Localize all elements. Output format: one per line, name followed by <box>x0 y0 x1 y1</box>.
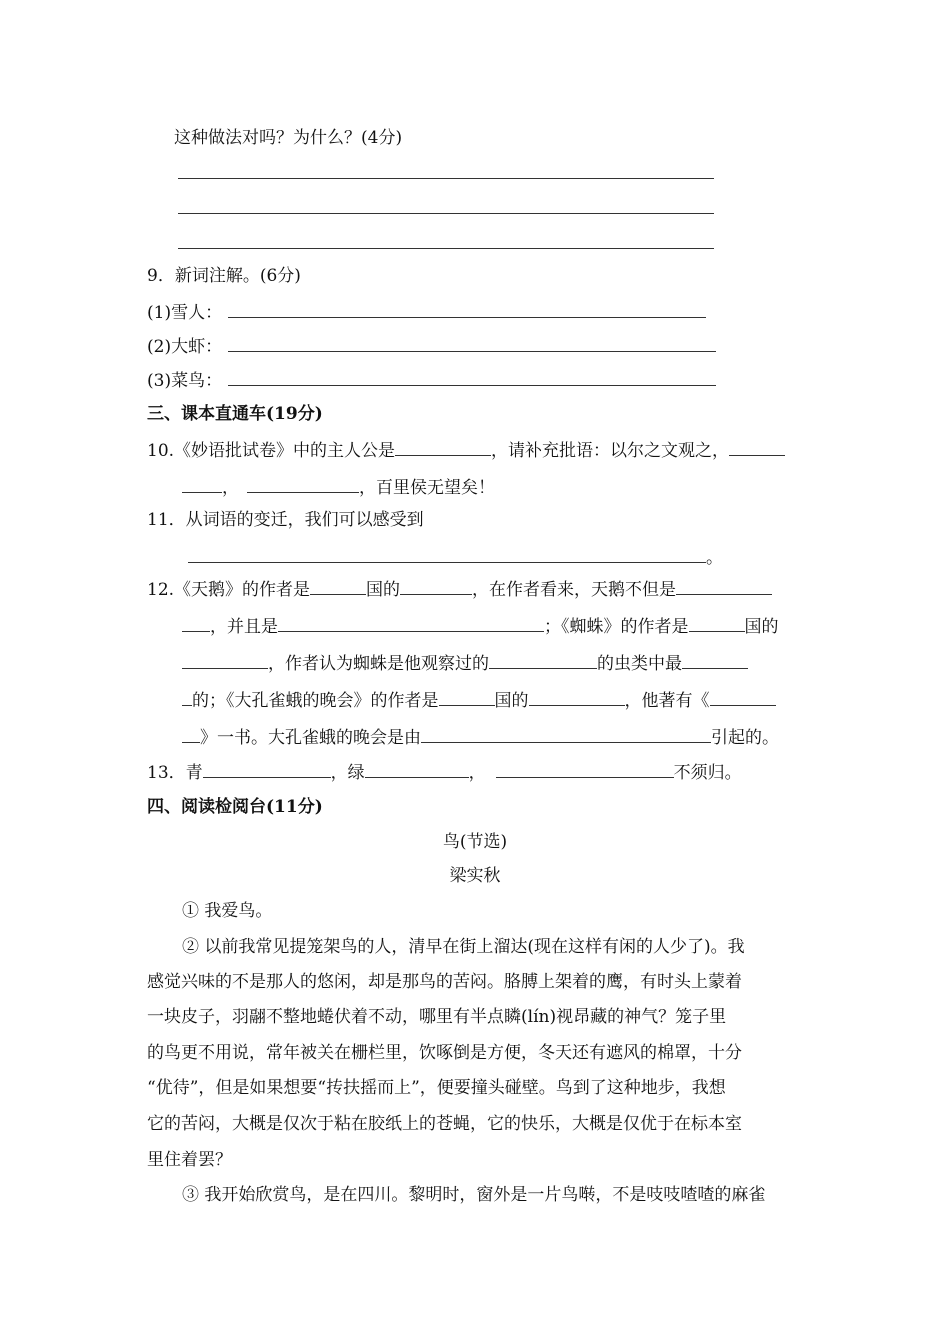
q13-text-c: ， <box>468 763 486 783</box>
answer-blank[interactable] <box>228 334 716 352</box>
q13-text-b: ，绿 <box>330 763 365 783</box>
answer-blank[interactable] <box>710 688 776 706</box>
article-title: 鸟(节选) <box>442 832 508 852</box>
q10-line-1 <box>147 438 785 462</box>
q11-end: 。 <box>706 548 723 568</box>
answer-line[interactable] <box>178 248 714 249</box>
q9-item-1 <box>147 300 706 324</box>
q10-text-c: ， <box>222 478 239 498</box>
answer-line[interactable] <box>178 178 714 179</box>
answer-blank[interactable] <box>182 475 222 493</box>
answer-blank[interactable] <box>247 475 359 493</box>
answer-blank[interactable] <box>182 688 192 706</box>
q12-line-4 <box>182 688 776 712</box>
answer-blank[interactable] <box>203 760 331 778</box>
answer-blank[interactable] <box>182 725 200 743</box>
q12-line-3 <box>182 651 748 675</box>
answer-blank[interactable] <box>188 545 706 563</box>
q12-line-5 <box>182 725 779 749</box>
article-line: 里住着罢？ <box>147 1150 232 1170</box>
answer-blank[interactable] <box>489 651 597 669</box>
answer-blank[interactable] <box>421 725 711 743</box>
q12-text-k: ，他著有《 <box>624 691 710 711</box>
q12-line-1 <box>147 577 772 601</box>
q10-text-b: ，请补充批语：以尔之文观之， <box>491 441 730 461</box>
q10-text-a: 10.《妙语批试卷》中的主人公是 <box>147 441 396 461</box>
q9-item-2 <box>147 334 716 358</box>
answer-blank[interactable] <box>529 688 625 706</box>
answer-blank[interactable] <box>676 577 772 595</box>
q12-text-i: 的；《大孔雀蛾的晚会》的作者是 <box>192 691 439 711</box>
article-paragraph-1: ① 我爱鸟。 <box>182 901 273 921</box>
answer-blank[interactable] <box>682 651 748 669</box>
answer-blank[interactable] <box>395 438 491 456</box>
answer-blank[interactable] <box>365 760 469 778</box>
article-line: “优待”，但是如果想要“抟扶摇而上”，便要撞头碰壁。鸟到了这种地步，我想 <box>147 1078 726 1098</box>
q9-title: 9．新词注解。(6分) <box>147 266 301 286</box>
q13-text-d: 不须归。 <box>673 763 742 783</box>
article-line: 一块皮子，羽翮不整地蜷伏着不动，哪里有半点瞵(lín)视昂藏的神气？笼子里 <box>147 1007 727 1027</box>
q10-line-2 <box>182 475 495 499</box>
q12-text-e: ；《蜘蛛》的作者是 <box>544 617 689 637</box>
q12-text-c: ，在作者看来，天鹅不但是 <box>472 580 677 600</box>
q12-text-m: 引起的。 <box>711 728 779 748</box>
q11-text: 11．从词语的变迁，我们可以感受到 <box>147 510 424 530</box>
article-paragraph-3: ③ 我开始欣赏鸟，是在四川。黎明时，窗外是一片鸟啭，不是吱吱喳喳的麻雀 <box>182 1185 766 1205</box>
answer-blank[interactable] <box>310 577 366 595</box>
q8-prompt: 这种做法对吗？为什么？(4分) <box>174 128 403 148</box>
article-line: 感觉兴味的不是那人的悠闲，却是那鸟的苦闷。胳膊上架着的鹰，有时头上蒙着 <box>147 972 742 992</box>
q9-item-label: (1)雪人： <box>147 303 223 323</box>
q9-item-label: (2)大虾： <box>147 337 223 357</box>
answer-blank[interactable] <box>182 651 268 669</box>
q12-text-h: 的虫类中最 <box>597 654 682 674</box>
answer-blank[interactable] <box>729 438 785 456</box>
q12-text-d: ，并且是 <box>210 617 278 637</box>
q12-text-b: 国的 <box>366 580 401 600</box>
answer-blank[interactable] <box>439 688 495 706</box>
q9-item-label: (3)菜鸟： <box>147 371 223 391</box>
q12-text-a: 12.《天鹅》的作者是 <box>147 580 311 600</box>
q13-text-a: 13．青 <box>147 763 203 783</box>
answer-blank[interactable] <box>182 614 210 632</box>
q10-text-d: ，百里侯无望矣！ <box>359 478 495 498</box>
answer-blank[interactable] <box>228 300 706 318</box>
q9-item-3 <box>147 368 716 392</box>
section3-heading: 三、课本直通车(19分) <box>147 404 323 424</box>
q12-text-g: ，作者认为蜘蛛是他观察过的 <box>268 654 489 674</box>
answer-line[interactable] <box>178 213 714 214</box>
q12-text-l: 》一书。大孔雀蛾的晚会是由 <box>200 728 421 748</box>
article-author: 梁实秋 <box>449 866 501 886</box>
q12-text-f: 国的 <box>744 617 779 637</box>
answer-blank[interactable] <box>400 577 472 595</box>
article-paragraph-2: ② 以前我常见提笼架鸟的人，清早在街上溜达(现在这样有闲的人少了)。我 <box>182 937 745 957</box>
q13-line <box>147 760 742 784</box>
q12-line-2 <box>182 614 779 638</box>
q12-text-j: 国的 <box>494 691 529 711</box>
article-line: 的鸟更不用说，常年被关在栅栏里，饮啄倒是方便，冬天还有遮风的棉罩，十分 <box>147 1043 742 1063</box>
answer-blank[interactable] <box>689 614 745 632</box>
q11-line-2 <box>188 545 723 569</box>
answer-blank[interactable] <box>278 614 544 632</box>
article-line: 它的苦闷，大概是仅次于粘在胶纸上的苍蝇，它的快乐，大概是仅优于在标本室 <box>147 1114 742 1134</box>
answer-blank[interactable] <box>228 368 716 386</box>
answer-blank[interactable] <box>496 760 674 778</box>
section4-heading: 四、阅读检阅台(11分) <box>147 797 323 817</box>
